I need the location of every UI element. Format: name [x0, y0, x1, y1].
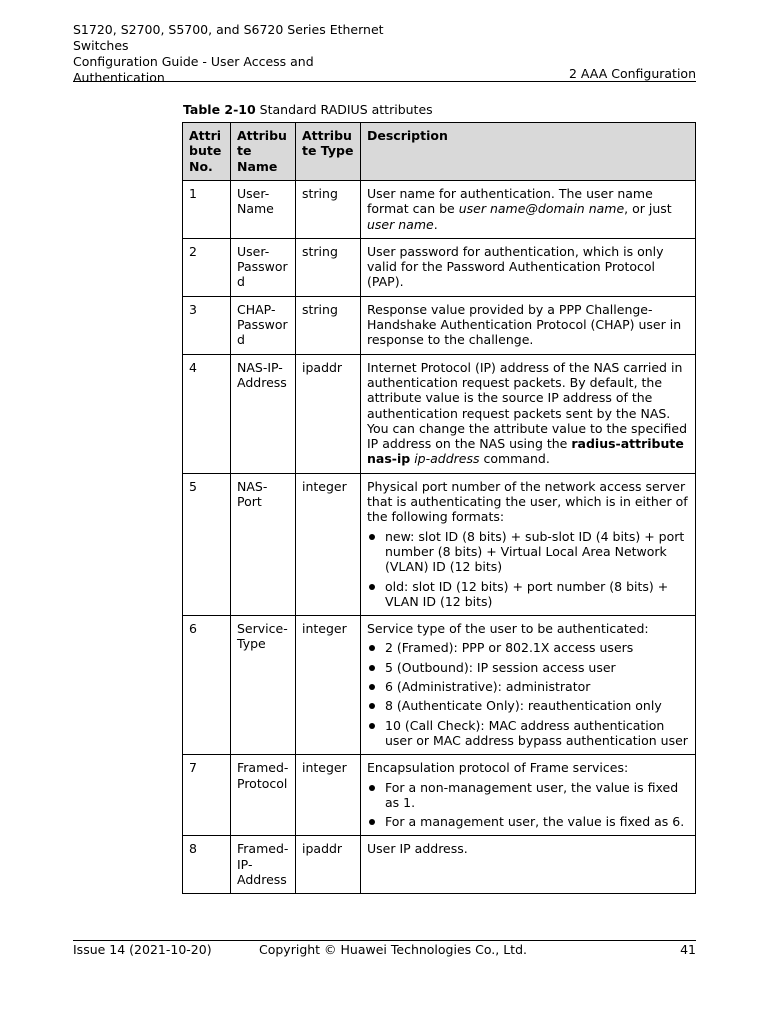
bullet-item: For a management user, the value is fixed as 6.	[367, 814, 690, 829]
bullet-item: 5 (Outbound): IP session access user	[367, 660, 690, 675]
attribute-description	[361, 755, 696, 836]
header-attribute-name: Attribu te Name	[231, 123, 296, 181]
description-text	[367, 186, 690, 232]
header-line: Authentication	[73, 70, 165, 85]
attribute-description	[361, 616, 696, 755]
table-row	[183, 473, 696, 615]
table-caption-label: Table 2-10	[183, 102, 256, 117]
table-row	[183, 354, 696, 473]
attribute-description	[361, 181, 696, 239]
attribute-no: 4	[183, 354, 231, 473]
attribute-name: User-Password	[231, 238, 296, 296]
bullet-item: old: slot ID (12 bits) + port number (8 bits) + VLAN ID (12 bits)	[367, 579, 690, 610]
table-row	[183, 296, 696, 354]
description-text	[367, 621, 690, 636]
attribute-type: integer	[296, 755, 361, 836]
description-segment: user name@domain name	[458, 201, 625, 217]
description-segment: , or just	[624, 201, 672, 217]
footer-copyright: Copyright © Huawei Technologies Co., Ltd.	[259, 942, 527, 957]
description-segment: .	[433, 216, 438, 232]
attribute-no: 2	[183, 238, 231, 296]
header-line: Switches	[73, 38, 129, 53]
attribute-type: string	[296, 181, 361, 239]
bullet-list	[367, 780, 690, 830]
table-row	[183, 238, 696, 296]
description-text	[367, 302, 690, 348]
header-attribute-type: Attribu te Type	[296, 123, 361, 181]
attribute-no: 7	[183, 755, 231, 836]
description-segment: ip-address	[414, 451, 480, 467]
bullet-item: 2 (Framed): PPP or 802.1X access users	[367, 640, 690, 655]
bullet-item: 10 (Call Check): MAC address authentication user or MAC address bypass authentication user	[367, 718, 690, 749]
description-text	[367, 360, 690, 467]
attribute-no: 5	[183, 473, 231, 615]
header-line: Configuration Guide - User Access and	[73, 54, 314, 69]
description-text	[367, 479, 690, 525]
table-row	[183, 836, 696, 894]
attribute-description	[361, 473, 696, 615]
attribute-name: NAS-Port	[231, 473, 296, 615]
attribute-type: ipaddr	[296, 354, 361, 473]
table-caption-text: Standard RADIUS attributes	[255, 102, 433, 117]
attribute-description	[361, 238, 696, 296]
description-segment: User name for authentication. The user name format can be	[367, 186, 653, 217]
footer-page-number: 41	[680, 942, 696, 957]
description-segment: Service type of the user to be authenticated:	[367, 621, 649, 637]
attribute-type: ipaddr	[296, 836, 361, 894]
header-description: Description	[361, 123, 696, 181]
attribute-type: string	[296, 296, 361, 354]
bullet-item: For a non-management user, the value is fixed as 1.	[367, 780, 690, 811]
bullet-item: new: slot ID (8 bits) + sub-slot ID (4 bits) + port number (8 bits) + Virtual Local Area Network (VLAN) ID (12 bits)	[367, 529, 690, 575]
description-text	[367, 244, 690, 290]
footer-issue: Issue 14 (2021-10-20)	[73, 942, 212, 957]
attribute-name: Service-Type	[231, 616, 296, 755]
attribute-name: Framed-IP-Address	[231, 836, 296, 894]
bullet-item: 6 (Administrative): administrator	[367, 679, 690, 694]
running-header	[73, 22, 393, 86]
table-caption	[183, 102, 433, 118]
table-body	[183, 181, 696, 894]
header-line: S1720, S2700, S5700, and S6720 Series Ethernet	[73, 22, 384, 37]
bullet-list	[367, 640, 690, 748]
header-rule	[73, 81, 696, 82]
attribute-description	[361, 836, 696, 894]
description-segment: User password for authentication, which is only valid for the Password Authentication Protocol (PAP).	[367, 243, 664, 290]
table-row	[183, 616, 696, 755]
attribute-no: 6	[183, 616, 231, 755]
radius-attributes-table	[182, 122, 696, 894]
attribute-name: CHAP-Password	[231, 296, 296, 354]
table-row	[183, 181, 696, 239]
description-text	[367, 760, 690, 775]
attribute-name: NAS-IP-Address	[231, 354, 296, 473]
description-segment: Physical port number of the network access server that is authenticating the user, which is in either of the following formats:	[367, 478, 688, 525]
attribute-type: integer	[296, 616, 361, 755]
attribute-name: Framed-Protocol	[231, 755, 296, 836]
header-attribute-no: Attri bute No.	[183, 123, 231, 181]
attribute-no: 3	[183, 296, 231, 354]
attribute-description	[361, 296, 696, 354]
bullet-list	[367, 529, 690, 609]
description-segment: Encapsulation protocol of Frame services:	[367, 760, 629, 776]
description-segment: User IP address.	[367, 841, 468, 857]
attribute-description	[361, 354, 696, 473]
table-row	[183, 755, 696, 836]
description-segment: radius-attribute nas-ip	[367, 436, 684, 467]
attribute-type: string	[296, 238, 361, 296]
description-segment: command.	[479, 451, 550, 467]
bullet-item: 8 (Authenticate Only): reauthentication only	[367, 698, 690, 713]
table-header-row	[183, 123, 696, 181]
footer-rule	[73, 940, 696, 941]
attribute-type: integer	[296, 473, 361, 615]
attribute-no: 8	[183, 836, 231, 894]
attribute-name: User-Name	[231, 181, 296, 239]
description-text	[367, 841, 690, 856]
description-segment: Response value provided by a PPP Challenge-Handshake Authentication Protocol (CHAP) user in response to the challenge.	[367, 301, 682, 348]
chapter-title: 2 AAA Configuration	[568, 66, 696, 81]
description-segment: Internet Protocol (IP) address of the NAS carried in authentication request packets. By default, the attribute value is the source IP address of the authentication request packets sent by the NAS. You can change the attribute value to the specified IP address on the NAS using the	[367, 359, 688, 452]
attribute-no: 1	[183, 181, 231, 239]
description-segment: user name	[367, 216, 434, 232]
